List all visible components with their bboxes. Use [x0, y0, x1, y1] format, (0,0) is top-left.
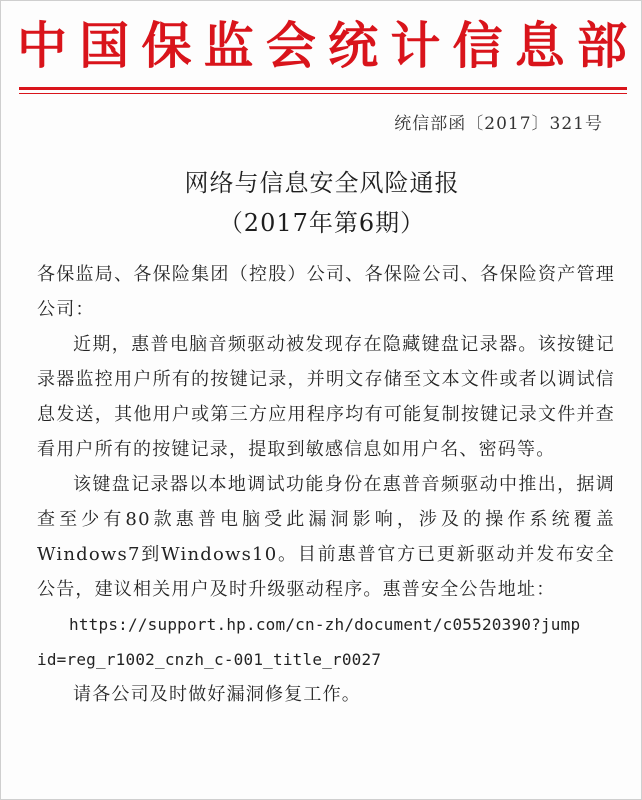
- document-issue: （2017年第6期）: [218, 209, 426, 237]
- masthead-char: 部: [576, 16, 627, 75]
- masthead-char: 监: [203, 16, 254, 75]
- red-divider-thick: [19, 87, 627, 90]
- masthead-char: 信: [452, 16, 503, 75]
- masthead-title: [17, 13, 627, 79]
- masthead-char: 统: [328, 16, 379, 75]
- paragraph-vulnerability: 近期，惠普电脑音频驱动被发现存在隐藏键盘记录器。该按键记录器监控用户所有的按键记录，并明文存储至文本文件或者以调试信息发送，其他用户或第三方应用程序均有可能复制按键记录文件并查看用户所有的按键记录，提取到敏感信息如用户名、密码等。: [37, 334, 615, 460]
- masthead-char: 计: [390, 16, 441, 75]
- advisory-url-line-1: https://support.hp.com/cn-zh/document/c05520390?jump: [69, 615, 581, 634]
- paragraph-action: 请各公司及时做好漏洞修复工作。: [73, 684, 361, 705]
- document-number: 统信部函〔2017〕321号: [394, 114, 603, 134]
- masthead-char: 保: [141, 16, 192, 75]
- masthead-char: 息: [514, 16, 565, 75]
- masthead-char: 国: [79, 16, 130, 75]
- salutation: 各保监局、各保险集团（控股）公司、各保险公司、各保险资产管理公司：: [37, 264, 615, 320]
- paragraph-impact: 该键盘记录器以本地调试功能身份在惠普音频驱动中推出，据调查至少有80款惠普电脑受此漏洞影响，涉及的操作系统覆盖Windows7到Windows10。目前惠普官方已更新驱动并发布安全公告，建议相关用户及时升级驱动程序。惠普安全公告地址：: [37, 474, 615, 600]
- document-title: 网络与信息安全风险通报: [184, 169, 460, 197]
- document-body: [37, 257, 615, 712]
- masthead-char: 中: [17, 16, 67, 75]
- masthead-char: 会: [265, 16, 316, 75]
- red-divider-thin: [19, 93, 627, 94]
- advisory-url-line-2: id=reg_r1002_cnzh_c-001_title_r0027: [37, 650, 382, 669]
